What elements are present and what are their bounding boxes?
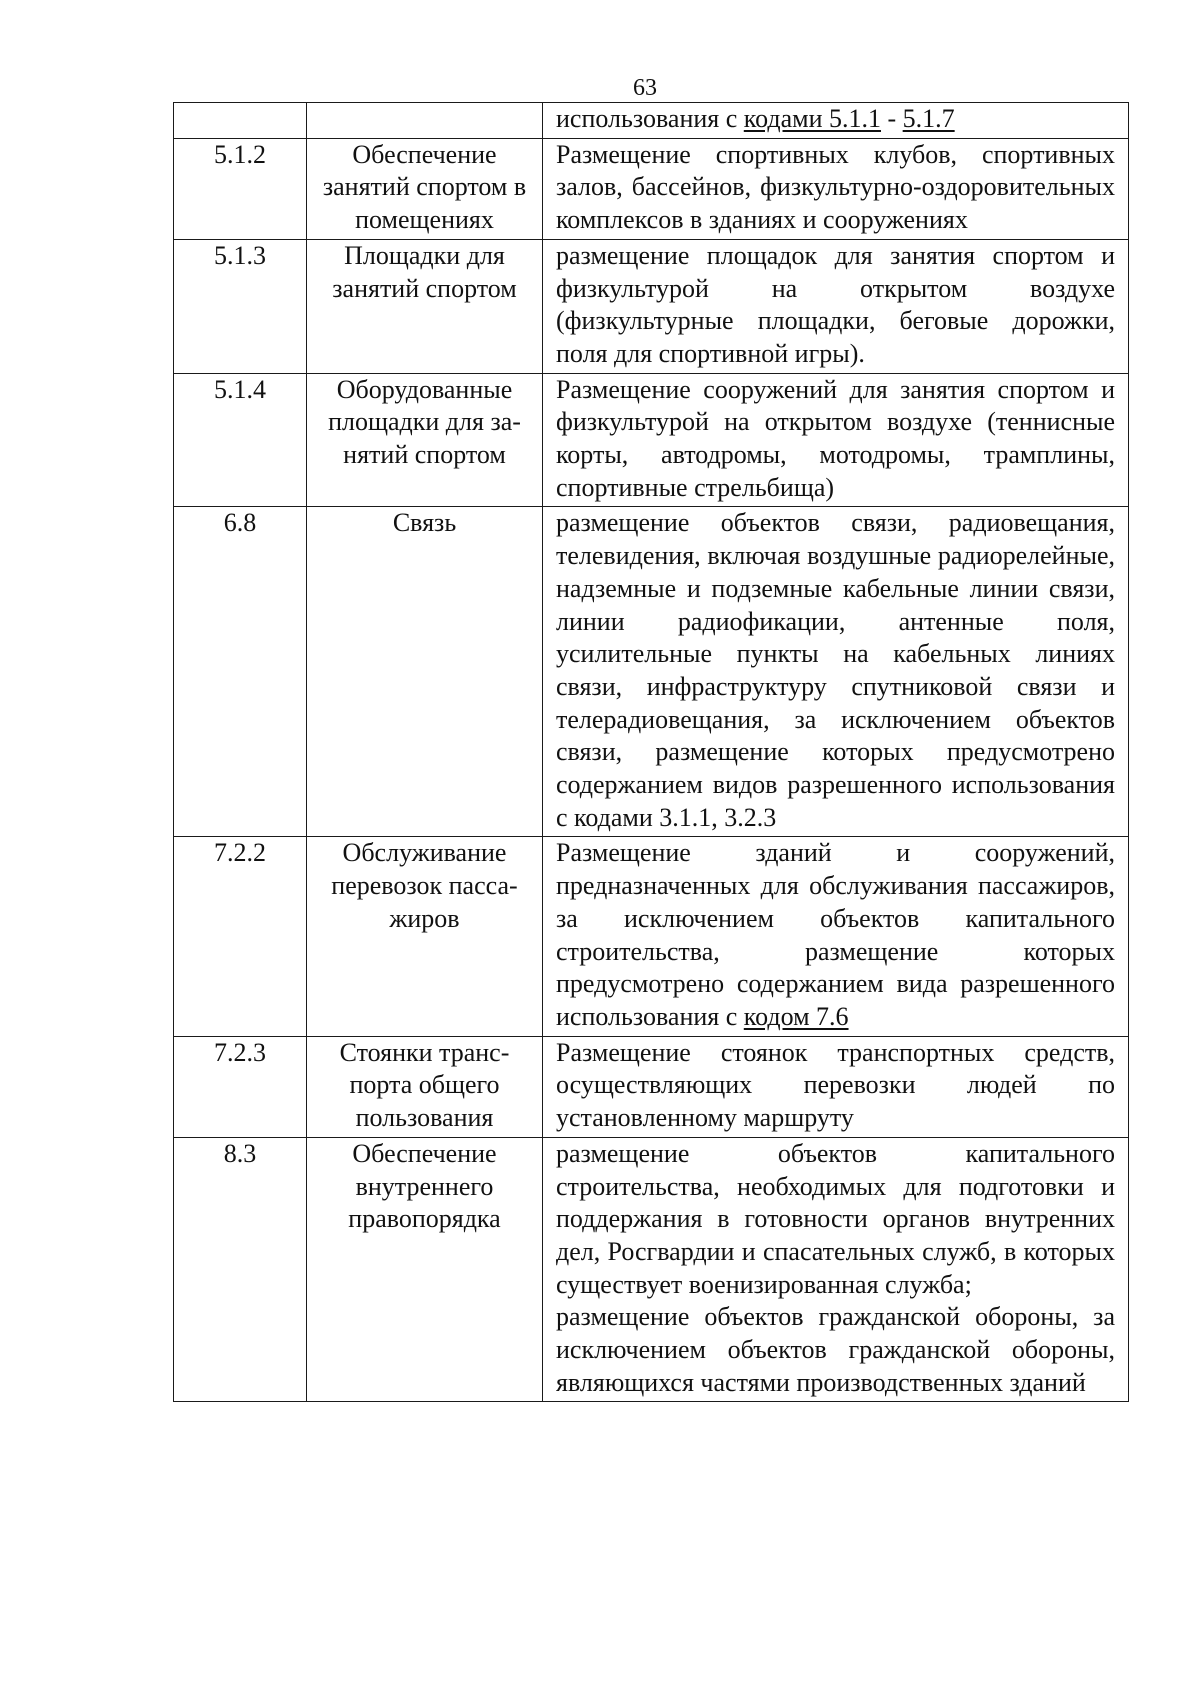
row-name: [307, 103, 543, 139]
desc-text: Размещение спортивных клубов, спортивных залов, бассейнов, физкультурно-оздоровительных комплексов в зданиях и сооружениях: [556, 139, 1115, 235]
row-name: Обеспечение занятий спортом в помещениях: [307, 138, 543, 239]
table-row: [174, 507, 1129, 837]
row-code: 8.3: [174, 1137, 307, 1402]
code-link[interactable]: кодом 7.6: [743, 1001, 849, 1031]
row-description: [543, 1036, 1129, 1137]
row-description: [543, 239, 1129, 373]
desc-text: Размещение стоянок транспортных средств, осуществляющих перевозки людей по установленному маршруту: [556, 1037, 1115, 1133]
row-name: Обеспечение внутреннего правопорядка: [307, 1137, 543, 1402]
row-description: [543, 1137, 1129, 1402]
row-code: 7.2.3: [174, 1036, 307, 1137]
table-row: [174, 837, 1129, 1036]
land-use-table: [173, 102, 1129, 1402]
table-row: [174, 1137, 1129, 1402]
code-link[interactable]: кодами 5.1.1: [743, 104, 881, 133]
page-number: 63: [633, 75, 657, 101]
row-code: 5.1.2: [174, 138, 307, 239]
table-row: [174, 239, 1129, 373]
row-description: [543, 103, 1129, 139]
row-description: [543, 507, 1129, 837]
desc-text: -: [880, 104, 903, 133]
desc-text: Размещение сооружений для занятия спортом и физкультурой на открытом воздухе (теннисные корты, автодромы, мотодромы, трамплины, спортивные стрельбища): [556, 374, 1115, 502]
table-row: [174, 373, 1129, 507]
desc-text: Размещение зданий и сооружений, предназначенных для обслуживания пассажиров, за исключением объектов капитального строительства, размещение которых предусмотрено содержанием вида разрешенного использования с: [556, 838, 1115, 1031]
row-code: 7.2.2: [174, 837, 307, 1036]
row-name: Стоянки транс-порта общего пользования: [307, 1036, 543, 1137]
desc-paragraph: размещение объектов гражданской обороны, за исключением объектов гражданской обороны, являющихся частями производственных зданий: [556, 1302, 1115, 1397]
row-description: [543, 837, 1129, 1036]
desc-text: размещение объектов связи, радиовещания, телевидения, включая воздушные радиорелейные, надземные и подземные кабельные линии связи, линии радиофикации, антенные поля, усилительные пункты на кабельных линиях связи, инфраструктуру спутниковой связи и телерадиовещания, за исключением объектов связи, размещение которых предусмотрено содержанием видов разрешенного использования с кодами 3.1.1, 3.2.3: [556, 508, 1115, 832]
table-row: [174, 138, 1129, 239]
row-name: Площадки для занятий спортом: [307, 239, 543, 373]
desc-text: использования с: [556, 104, 744, 133]
desc-text: размещение площадок для занятия спортом и физкультурой на открытом воздухе (физкультурные площадки, беговые дорожки, поля для спортивной игры).: [556, 240, 1115, 368]
row-name: Связь: [307, 507, 543, 837]
row-name: Оборудованные площадки для за-нятий спортом: [307, 373, 543, 507]
row-description: [543, 373, 1129, 507]
table-row: [174, 103, 1129, 139]
table-row: [174, 1036, 1129, 1137]
row-code: 5.1.3: [174, 239, 307, 373]
code-link[interactable]: 5.1.7: [902, 104, 955, 133]
row-code: [174, 103, 307, 139]
row-name: Обслуживание перевозок пасса-жиров: [307, 837, 543, 1036]
row-code: 6.8: [174, 507, 307, 837]
desc-paragraph: размещение объектов капитального строительства, необходимых для подготовки и поддержания в готовности органов внутренних дел, Росгвардии и спасательных служб, в которых существует военизированная служба;: [556, 1138, 1115, 1299]
row-description: [543, 138, 1129, 239]
row-code: 5.1.4: [174, 373, 307, 507]
